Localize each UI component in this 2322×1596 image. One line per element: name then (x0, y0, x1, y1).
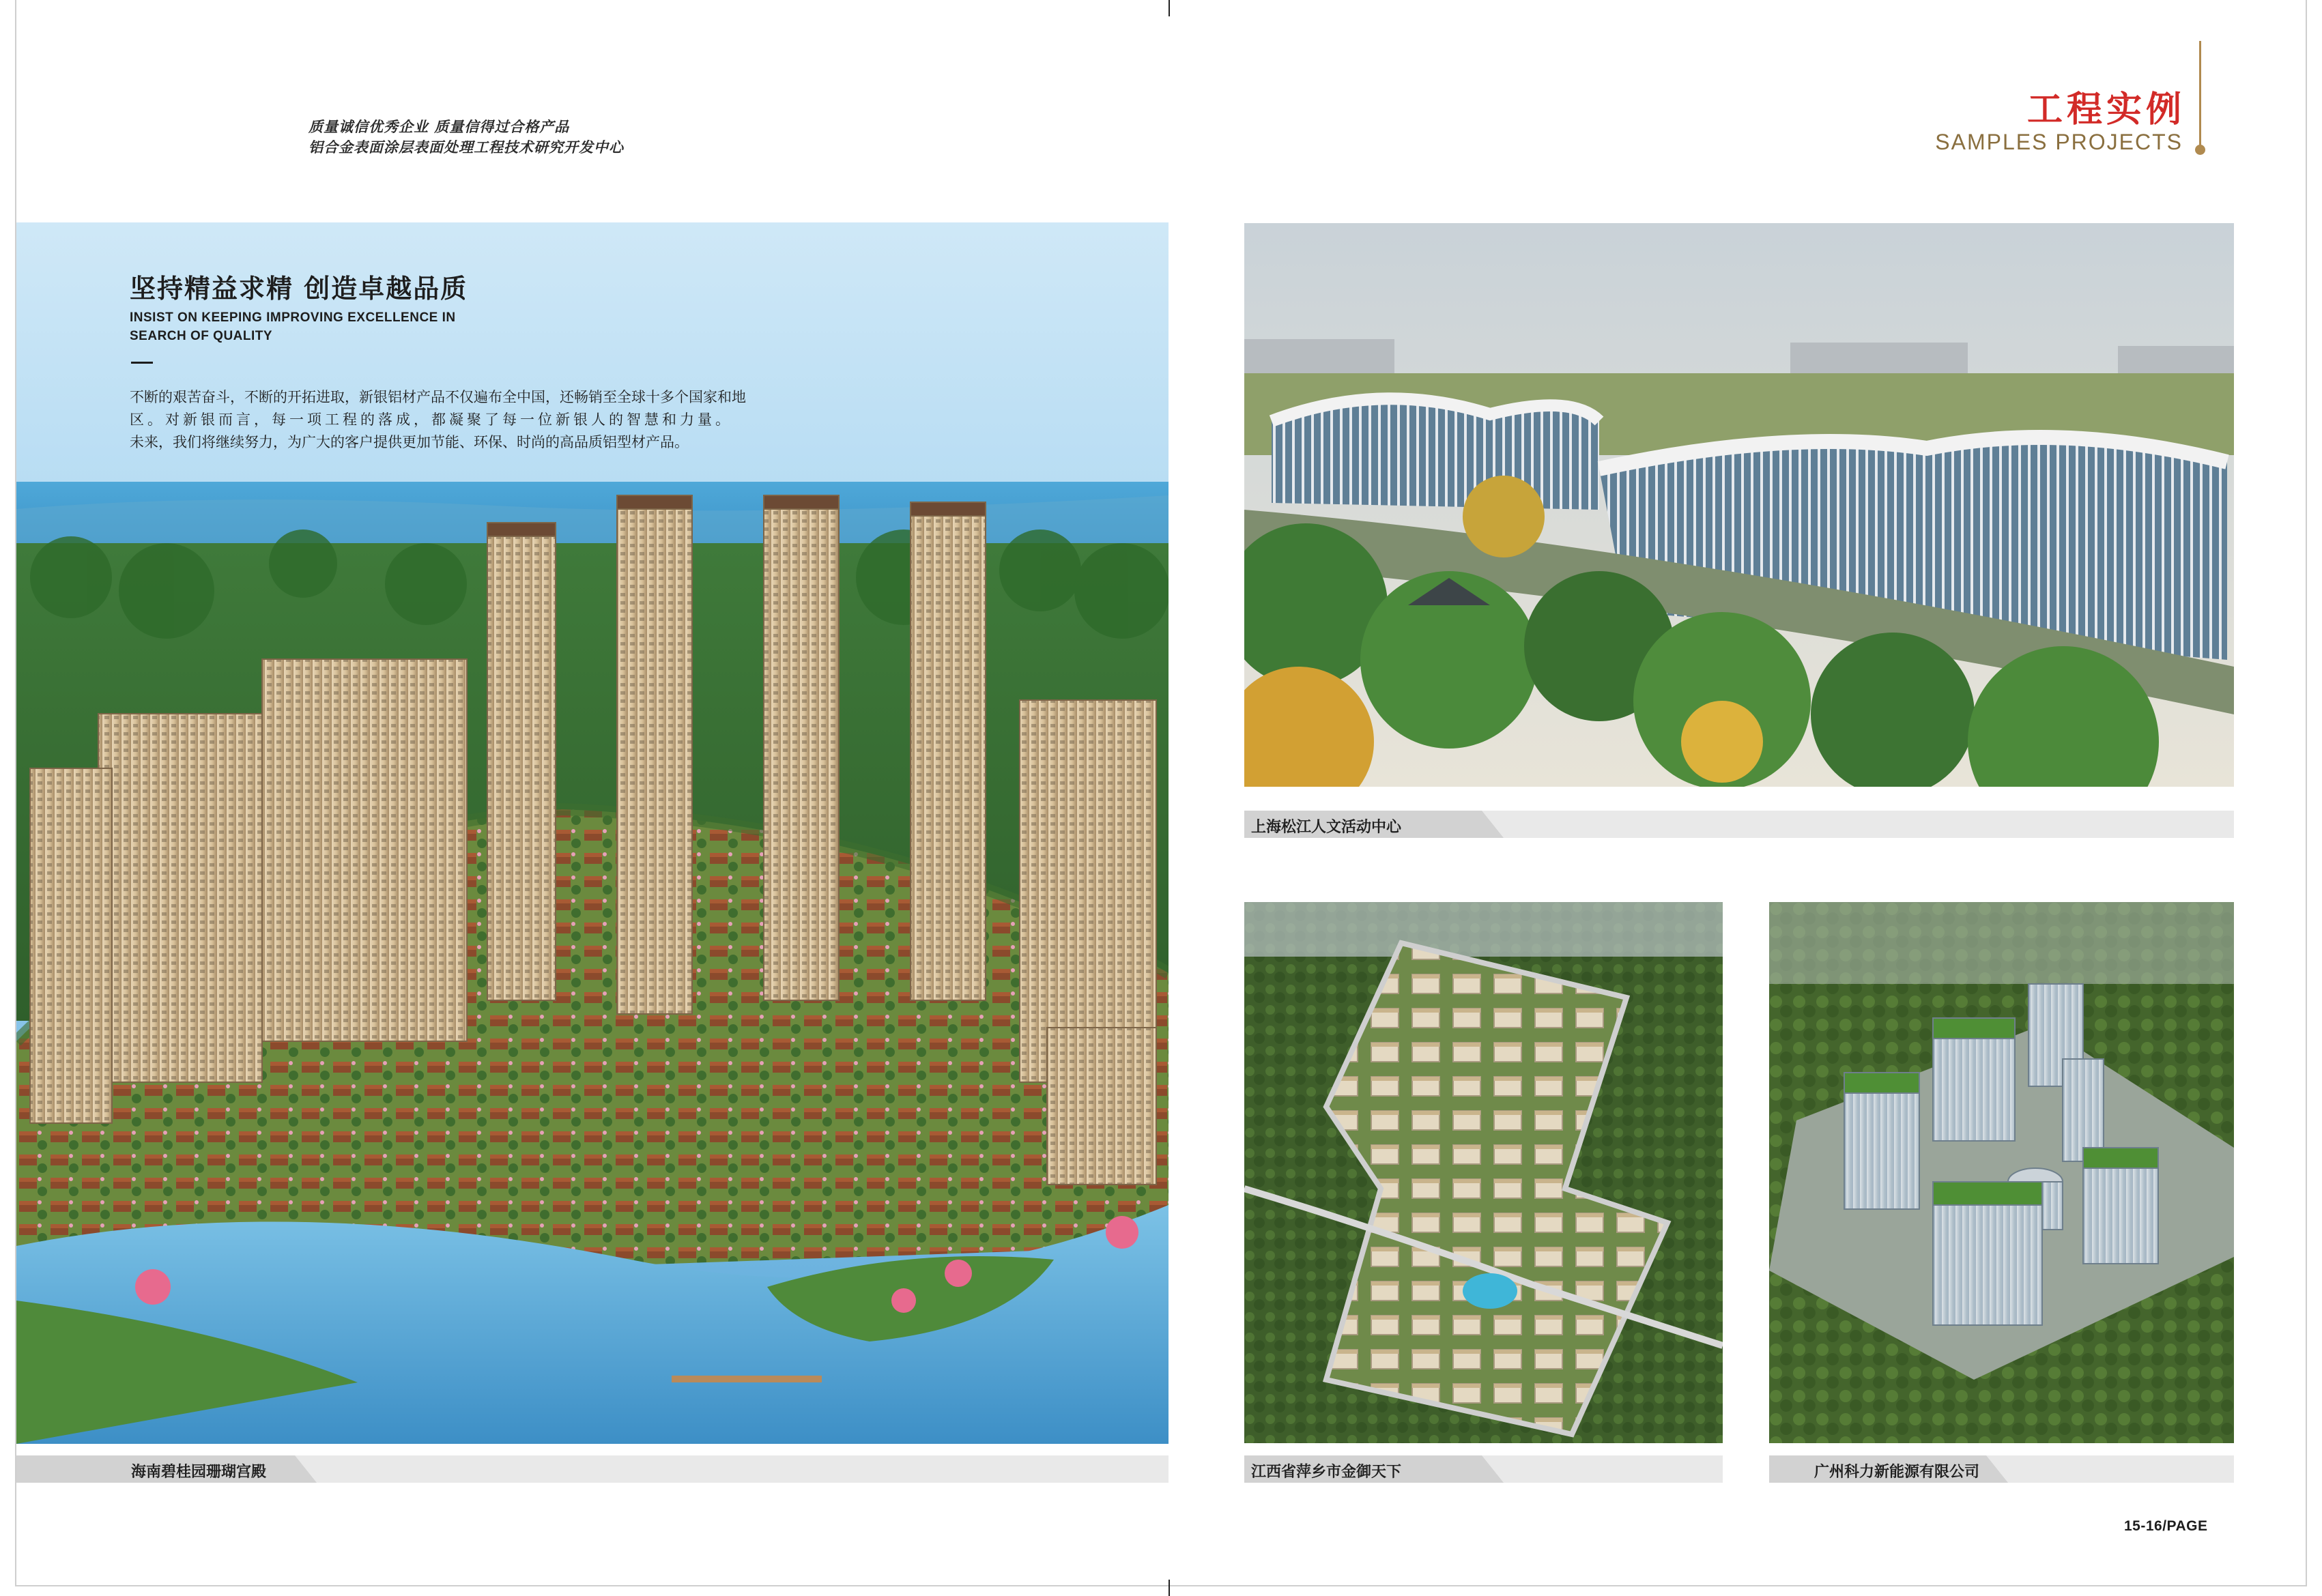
hero-heading-english-line-2: SEARCH OF QUALITY (130, 329, 273, 343)
hero-body-line-3: 未来，我们将继续努力，为广大的客户提供更加节能、环保、时尚的高品质铝型材产品。 (130, 434, 689, 450)
caption-label-guangzhou: 广州科力新能源有限公司 (1814, 1464, 1980, 1481)
caption-bar-shanghai (1244, 811, 2234, 838)
hero-heading-english (130, 308, 567, 345)
photo-guangzhou-campus (1769, 902, 2234, 1443)
photo-shanghai-center (1244, 223, 2234, 787)
crop-mark-bottom-center (1169, 1580, 1170, 1596)
page-number: 15-16/PAGE (2124, 1518, 2208, 1534)
crop-mark-top-center (1169, 0, 1170, 16)
tagline-line-2: 铝合金表面涂层表面处理工程技术研究开发中心 (309, 139, 624, 156)
caption-label-hainan: 海南碧桂园珊瑚宫殿 (131, 1464, 267, 1481)
photo-jiangxi-residential (1244, 902, 1723, 1443)
gold-dot (2195, 145, 2205, 155)
caption-label-jiangxi: 江西省萍乡市金御天下 (1251, 1464, 1402, 1481)
section-subtitle: SAMPLES PROJECTS (1935, 130, 2183, 154)
caption-bar-guangzhou (1769, 1455, 2234, 1483)
caption-label-shanghai: 上海松江人文活动中心 (1251, 819, 1402, 836)
hero-body-line-2: 区。对新银而言，每一项工程的落成，都凝聚了每一位新银人的智慧和力量。 (130, 411, 733, 428)
hero-body-line-1: 不断的艰苦奋斗，不断的开拓进取，新银铝材产品不仅遍布全中国，还畅销至全球十多个国家和地 (130, 389, 746, 405)
gold-divider (2199, 41, 2201, 150)
hero-body (130, 386, 826, 454)
caption-bar-jiangxi (1244, 1455, 1723, 1483)
section-title: 工程实例 (2026, 89, 2185, 130)
hero-heading: 坚持精益求精 创造卓越品质 (130, 274, 468, 304)
hero-dash (131, 362, 153, 364)
caption-bar-hainan (16, 1455, 1169, 1483)
tagline-line-1: 质量诚信优秀企业 质量信得过合格产品 (309, 119, 570, 135)
hero-heading-english-line-1: INSIST ON KEEPING IMPROVING EXCELLENCE IN (130, 310, 456, 325)
